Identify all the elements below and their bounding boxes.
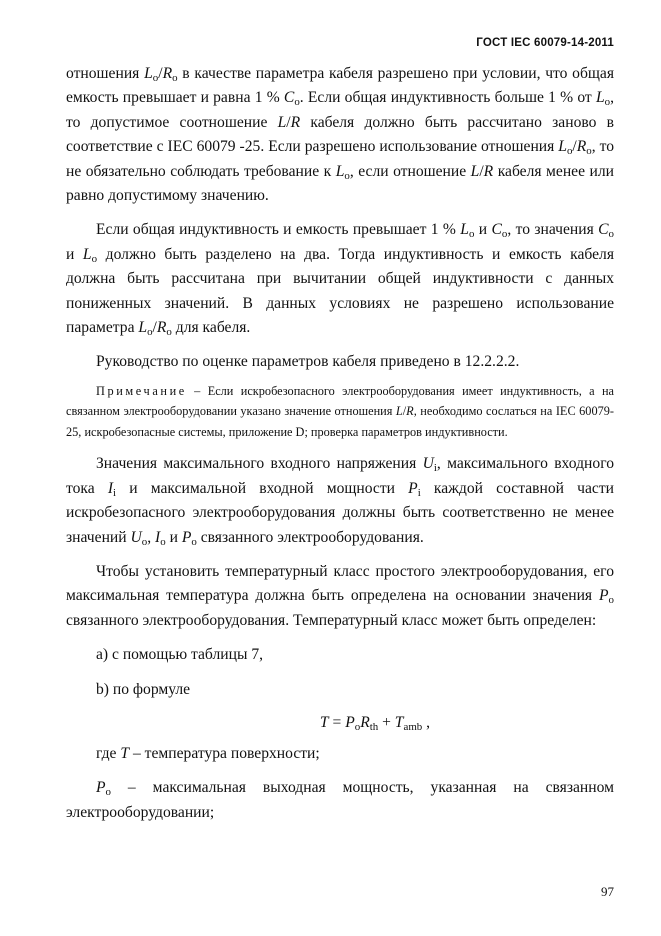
list-item-a: a) с помощью таблицы 7, bbox=[96, 646, 264, 664]
document-header: ГОСТ IEC 60079-14-2011 bbox=[476, 37, 614, 49]
definition-temperature: где T – температура поверхности; bbox=[96, 745, 320, 763]
paragraph-input-values: Значения максимального входного напряжения $U_i$, максимального входного тока $I_i$ и максимальной входной мощности $P_i$ каждой составной части искробезопасного электрооборудования должны быть соответственно не менее значений $U_o$, $I_o$ и $P_o$ связанного электрооборудования. bbox=[66, 455, 614, 548]
paragraph-cable-ratio: отношения $L_o/R_o$ в качестве параметра кабеля разрешено при условии, что общая емкость превышает и равна 1 % $C_o$. Если общая индуктивность больше 1 % от $L_o$, то допустимое соотношение L/R кабеля должно быть рассчитано заново в соответствие с IEC 60079 -25. Если разрешено использование отношения $L_o/R_o$, то не обязательно соблюдать требование к $L_o$, если отношение L/R кабеля менее или равно допустимому значению. bbox=[66, 65, 615, 205]
page-body bbox=[66, 62, 614, 825]
paragraph-inductance-capacitance: Если общая индуктивность и емкость превышает 1 % $L_o$ и $C_o$, то значения $C_o$ и $L_o$ должно быть разделено на два. Тогда индуктивность и емкость кабеля должна быть рассчитана при вычитании общей индуктивности с данных пониженных значений. В данных условиях не разрешено использование параметра $L_o/R_o$ для кабеля. bbox=[66, 221, 614, 339]
paragraph-guidance: Руководство по оценке параметров кабеля приведено в 12.2.2.2. bbox=[96, 353, 520, 371]
temperature-formula: $T = P_oR_{th} + T_{amb}$ , bbox=[319, 714, 431, 734]
definition-output-power: $P_o$ – максимальная выходная мощность, указанная на связанном электрооборудовании; bbox=[66, 779, 614, 821]
paragraph-temperature-class: Чтобы установить температурный класс простого электрооборудования, его максимальная температура должна быть определена на основании значения $P_o$ связанного электрооборудования. Температурный класс может быть определен: bbox=[66, 563, 614, 629]
note-paragraph: Примечание – Если искробезопасного электрооборудования имеет индуктивность, а на связанном электрооборудовании указано значение отношения L/R, необходимо сослаться на IEC 60079-25, искробезопасные системы, приложение D; проверка параметров индуктивности. bbox=[66, 383, 614, 439]
list-item-b: b) по формуле bbox=[96, 680, 191, 698]
note-label: Примечание bbox=[96, 383, 187, 398]
page-number: 97 bbox=[601, 884, 614, 899]
